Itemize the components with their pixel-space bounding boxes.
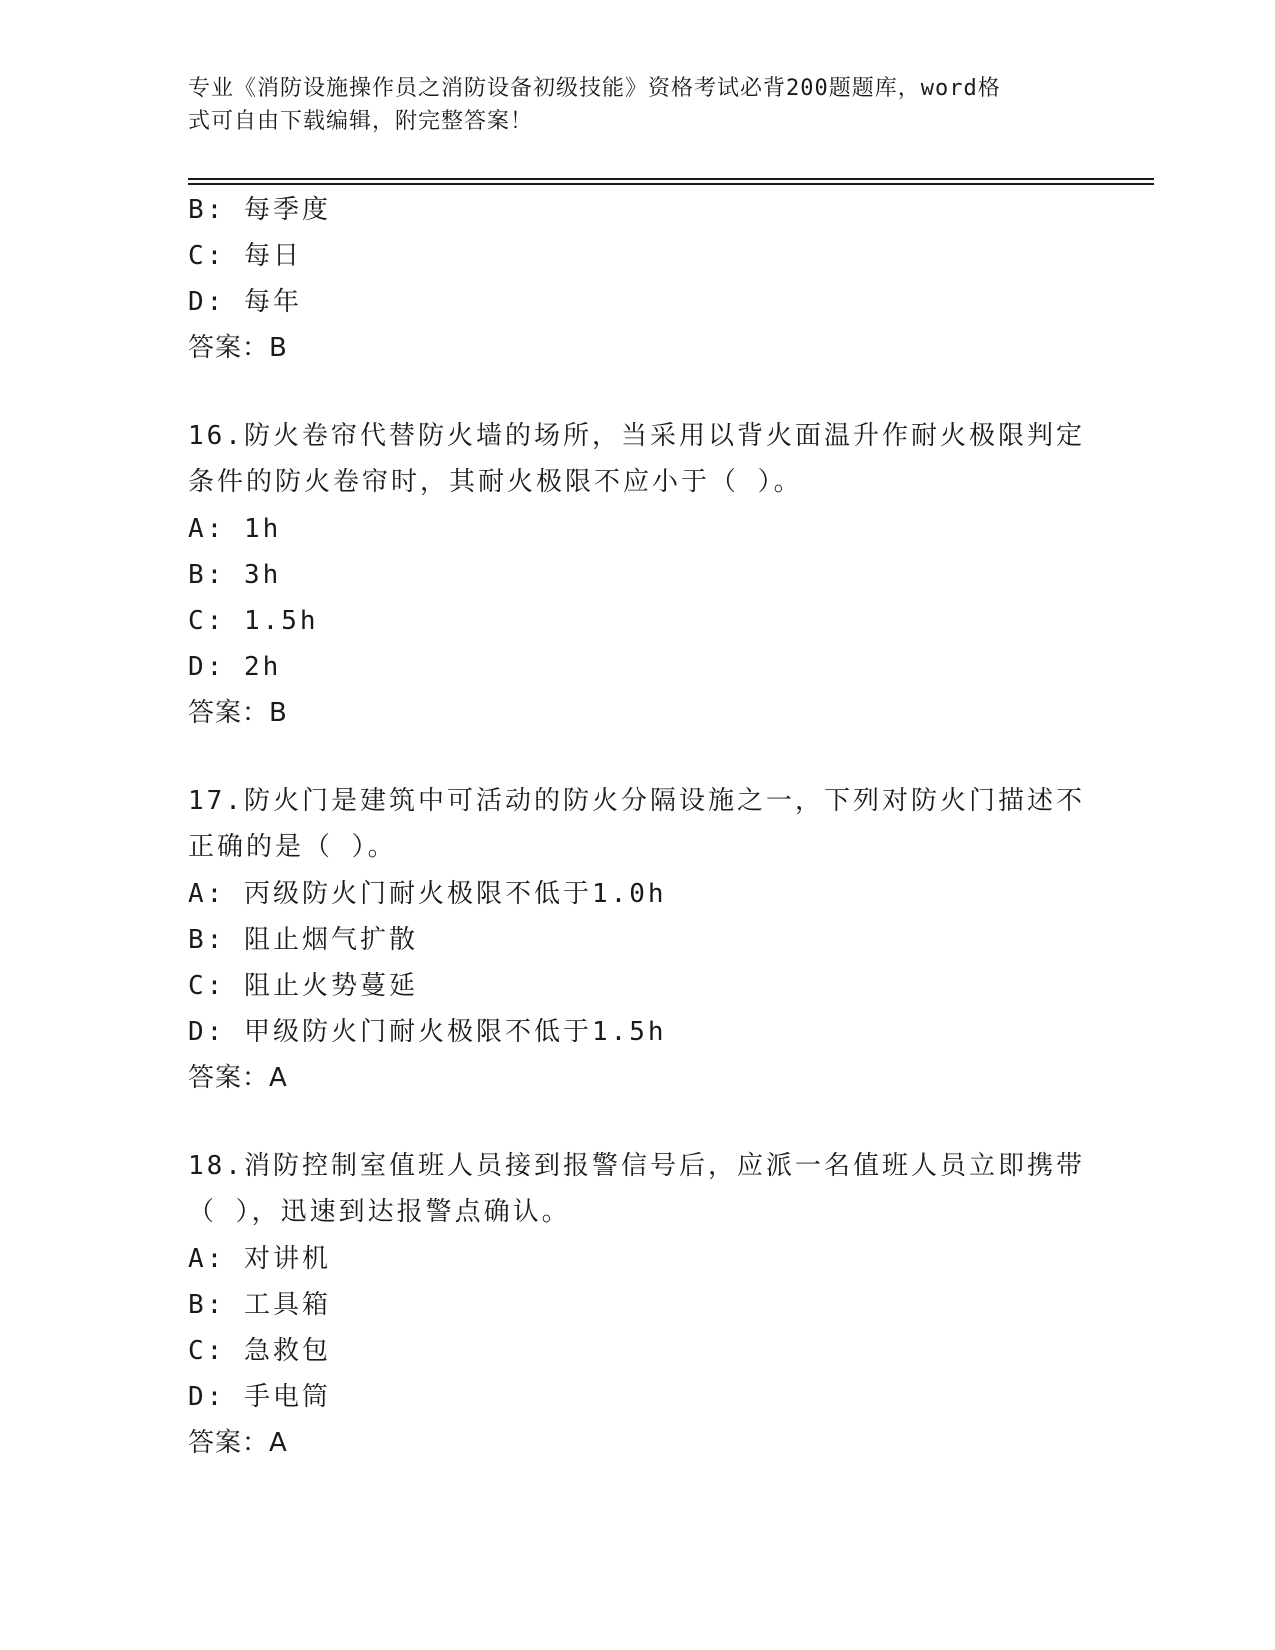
option-d: D: 甲级防火门耐火极限不低于1.5h bbox=[188, 1017, 667, 1047]
answer-line: 答案：B bbox=[188, 333, 288, 363]
option-b: B: 每季度 bbox=[188, 195, 331, 225]
question-text-line-2: （ ），迅速到达报警点确认。 bbox=[188, 1197, 571, 1227]
question-17 bbox=[188, 779, 1088, 1101]
question-text-line-1: 18.消防控制室值班人员接到报警信号后，应派一名值班人员立即携带 bbox=[188, 1151, 1085, 1181]
question-15-continuation bbox=[188, 187, 1088, 371]
question-16 bbox=[188, 414, 1088, 736]
option-c: C: 阻止火势蔓延 bbox=[188, 971, 418, 1001]
option-d: D: 手电筒 bbox=[188, 1382, 331, 1412]
option-a: A: 1h bbox=[188, 514, 282, 544]
option-d: D: 每年 bbox=[188, 287, 302, 317]
option-c: C: 1.5h bbox=[188, 606, 319, 636]
header-line-1: 专业《消防设施操作员之消防设备初级技能》资格考试必背200题题库，word格 bbox=[188, 76, 1001, 101]
answer-line: 答案：A bbox=[188, 1428, 288, 1458]
option-c: C: 急救包 bbox=[188, 1336, 331, 1366]
question-text-line-2: 条件的防火卷帘时，其耐火极限不应小于（ ）。 bbox=[188, 467, 803, 497]
option-b: B: 阻止烟气扩散 bbox=[188, 925, 418, 955]
question-text-line-1: 16.防火卷帘代替防火墙的场所，当采用以背火面温升作耐火极限判定 bbox=[188, 421, 1085, 451]
question-text-line-2: 正确的是（ ）。 bbox=[188, 832, 397, 862]
answer-line: 答案：A bbox=[188, 1063, 288, 1093]
option-c: C: 每日 bbox=[188, 241, 302, 271]
option-a: A: 对讲机 bbox=[188, 1244, 331, 1274]
document-header bbox=[188, 72, 1068, 138]
question-text-line-1: 17.防火门是建筑中可活动的防火分隔设施之一，下列对防火门描述不 bbox=[188, 786, 1085, 816]
answer-line: 答案：B bbox=[188, 698, 288, 728]
question-list bbox=[188, 187, 1088, 1466]
header-divider-bottom bbox=[188, 183, 1154, 185]
option-b: B: 3h bbox=[188, 560, 282, 590]
header-divider-top bbox=[188, 178, 1154, 180]
question-18 bbox=[188, 1144, 1088, 1466]
option-d: D: 2h bbox=[188, 652, 282, 682]
header-line-2: 式可自由下载编辑，附完整答案！ bbox=[188, 109, 534, 134]
option-a: A: 丙级防火门耐火极限不低于1.0h bbox=[188, 879, 667, 909]
option-b: B: 工具箱 bbox=[188, 1290, 331, 1320]
